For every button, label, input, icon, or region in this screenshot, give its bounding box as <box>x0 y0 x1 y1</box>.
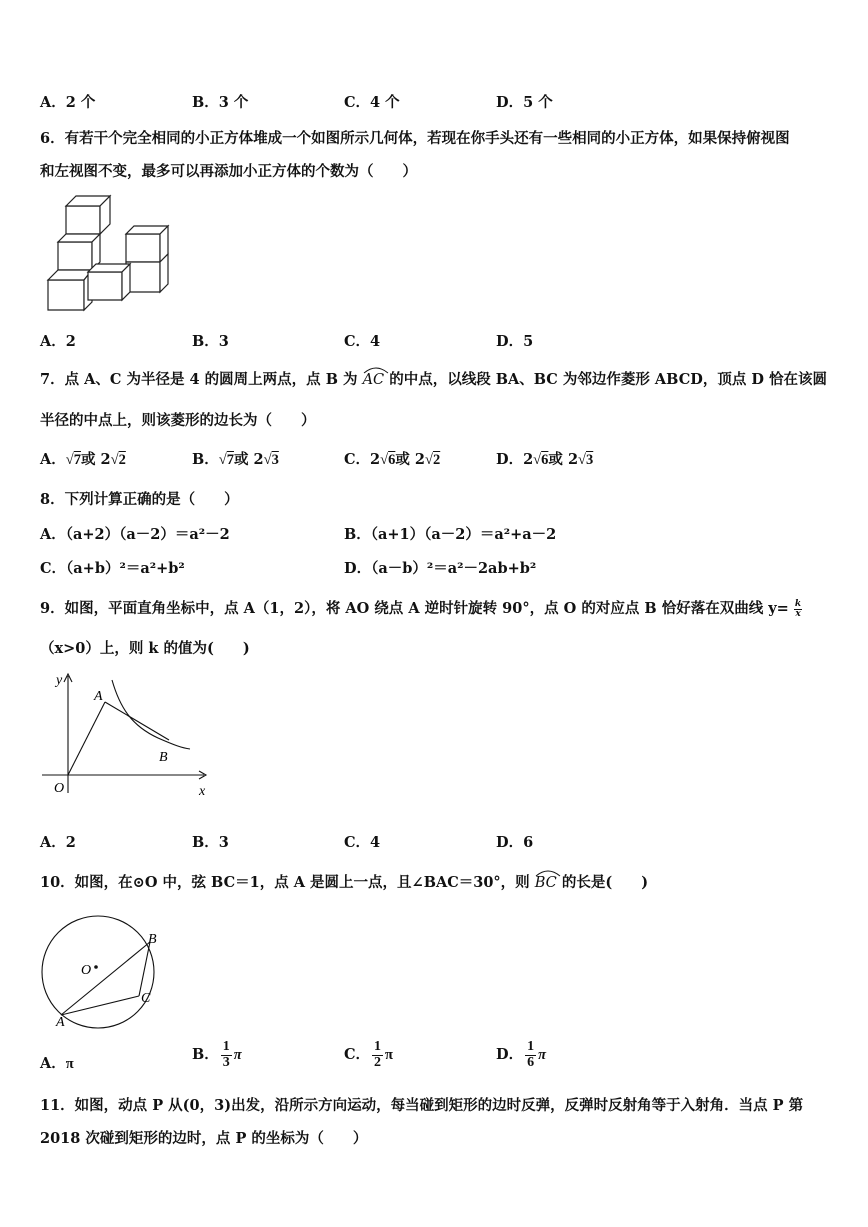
q9-fraction-k-over-x: $\frac{k}{x}$ <box>794 598 802 619</box>
q6-option-a: A．2 <box>40 333 76 350</box>
q10-option-c: C． $\frac{1}{2}$ π <box>344 1039 393 1070</box>
q7-option-a: A．√7或 2√2 <box>40 451 126 468</box>
q6-option-d: D．5 <box>496 333 534 350</box>
q9-label-y: y <box>56 673 63 688</box>
q6-cube-figure <box>40 188 172 316</box>
q10-label-b: B <box>148 932 157 947</box>
q7-stem-part2: 的中点，以线段 BA、BC 为邻边作菱形 ABCD，顶点 D 恰在该圆 <box>389 371 827 388</box>
q7-arc-ac: AC <box>363 368 385 388</box>
q9-stem-line2: （x>0）上，则 k 的值为( ) <box>40 640 250 657</box>
q10-label-o: O <box>81 963 92 978</box>
q8-stem: 8．下列计算正确的是（ ） <box>40 491 239 508</box>
q9-option-c: C．4 <box>344 834 381 851</box>
q6-option-c: C．4 <box>344 333 381 350</box>
q8-option-d: D．（a－b）²＝a²－2ab+b² <box>344 560 537 577</box>
q5-option-a: A．2 个 <box>40 94 96 111</box>
q10-option-b: B． $\frac{1}{3}$ π <box>192 1039 242 1070</box>
q9-stem-line1 <box>40 597 802 619</box>
q9-label-o: O <box>54 781 65 796</box>
q6-stem-line2: 和左视图不变，最多可以再添加小正方体的个数为（ ） <box>40 163 417 180</box>
q10-label-c: C <box>141 991 151 1006</box>
q9-option-a: A．2 <box>40 834 76 851</box>
q8-option-b: B．（a+1）（a－2）＝a²+a－2 <box>344 526 557 543</box>
q6-stem-line1: 6．有若干个完全相同的小正方体堆成一个如图所示几何体，若现在你手头还有一些相同的小正方体，如果保持俯视图 <box>40 130 790 147</box>
q10-circle-figure <box>36 912 168 1034</box>
q7-stem-line2: 半径的中点上，则该菱形的边长为（ ） <box>40 412 316 429</box>
q7-option-b: B．√7或 2√3 <box>192 451 279 468</box>
q9-label-b: B <box>159 750 168 765</box>
q9-label-x: x <box>199 784 206 799</box>
q5-option-d: D．5 个 <box>496 94 553 111</box>
q10-option-d: D． $\frac{1}{6}$ π <box>496 1039 546 1070</box>
q7-option-d: D．2√6或 2√3 <box>496 451 594 468</box>
q9-label-a: A <box>94 689 103 704</box>
q10-arc-bc: BC <box>535 871 557 891</box>
q9-option-b: B．3 <box>192 834 229 851</box>
q7-stem-part1: 7．点 A、C 为半径是 4 的圆周上两点，点 B 为 <box>40 371 358 388</box>
q5-option-b: B．3 个 <box>192 94 249 111</box>
q10-option-a: A．π <box>40 1055 74 1072</box>
q11-stem-line1: 11．如图，动点 P 从(0，3)出发，沿所示方向运动，每当碰到矩形的边时反弹，反弹时反射角等于入射角．当点 P 第 <box>40 1097 804 1114</box>
q9-option-d: D．6 <box>496 834 534 851</box>
q10-stem-part2: 的长是( ) <box>561 874 649 891</box>
q10-stem-part1: 10．如图，在⊙O 中，弦 BC＝1，点 A 是圆上一点，且∠BAC＝30°，则 <box>40 874 530 891</box>
q7-stem-line1 <box>40 368 827 389</box>
q8-option-a: A．（a+2）（a－2）＝a²－2 <box>40 526 230 543</box>
q5-option-c: C．4 个 <box>344 94 400 111</box>
q6-option-b: B．3 <box>192 333 229 350</box>
q11-stem-line2: 2018 次碰到矩形的边时，点 P 的坐标为（ ） <box>40 1130 368 1147</box>
q7-option-c: C．2√6或 2√2 <box>344 451 441 468</box>
q9-stem-part1: 9．如图，平面直角坐标中，点 A（1，2），将 AO 绕点 A 逆时针旋转 90°，点 O 的对应点 B 恰好落在双曲线 y= <box>40 600 789 617</box>
q9-coordinate-figure <box>36 668 216 800</box>
q10-stem <box>40 871 648 892</box>
q8-option-c: C．（a+b）²＝a²+b² <box>40 560 185 577</box>
q10-label-a: A <box>56 1015 65 1030</box>
